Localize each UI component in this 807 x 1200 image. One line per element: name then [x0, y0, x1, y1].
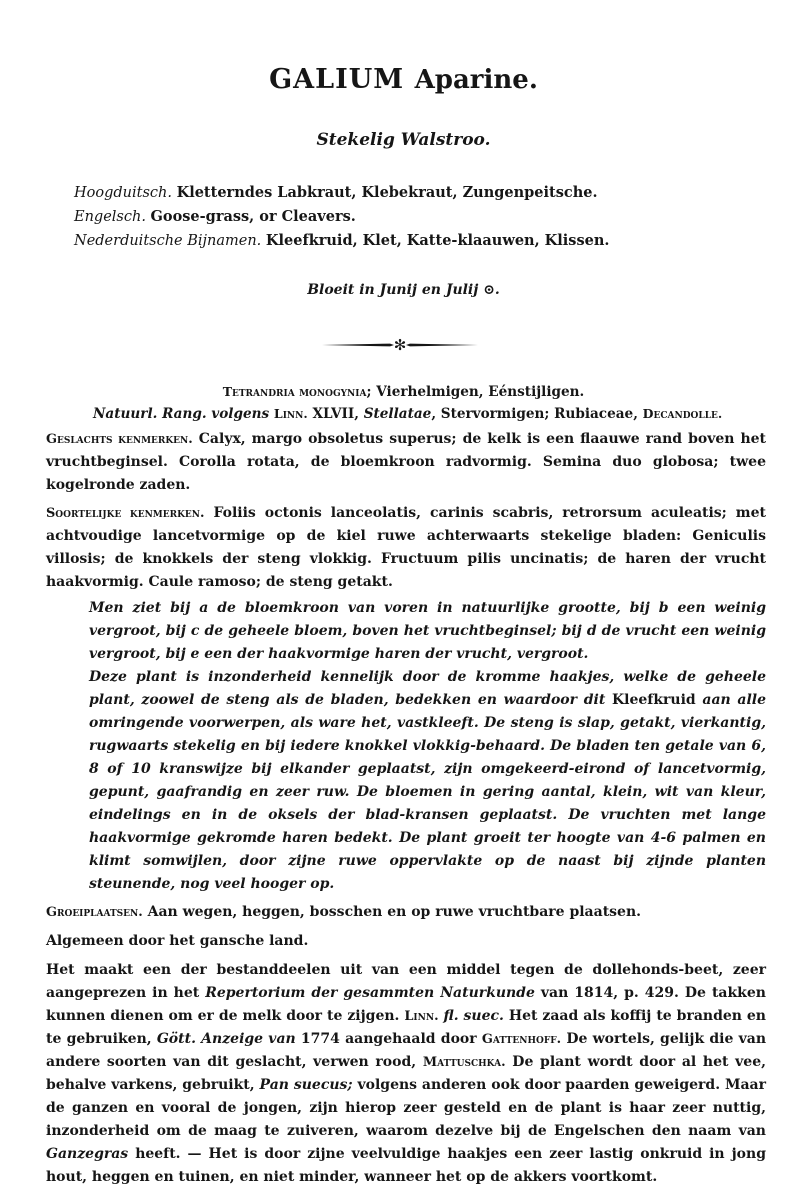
uses-paragraph: Het maakt een der bestanddeelen uit van een middel tegen de dollehonds-beet, zeer aangeprezen in het Repertorium der gesammten Naturkunde van 1814, p. 429. De takken kunnen dienen om er de melk door te zijgen. Linn. fl. suec. Het zaad als koffij te branden en te gebruiken, Gött. Anzeige van 1774 aangehaald door Gattenhoff. De wortels, gelijk die van andere soorten van dit geslacht, verwen rood, Mattuschka. De plant wordt door al het vee, behalve varkens, gebruikt, Pan suecus; volgens anderen ook door paarden geweigerd. Maar de ganzen en vooral de jongen, zijn hierop zeer gesteld en de plant is haar zeer nuttig, inzonderheid om de maag te zuiveren, waarom dezelve bij de Engelschen den naam van Ganzegras heeft. — Het is door zijne veelvuldige haakjes een zeer lastig onkruid in jong hout, heggen en tuinen, en niet minder, wanneer het op de akkers voortkomt. — [46, 962, 767, 1185]
system-line: Tetrandria monogynia; Vierhelmigen, Eénstijligen. — [222, 384, 585, 400]
natural-rank-line: Natuurl. Rang. volgens Linn. XLVII, Stellatae, Stervormigen; Rubiaceae, Decandolle. — [93, 406, 723, 422]
name-text: Kleefkruid, Klet, Katte-klaauwen, Klissen. — [265, 232, 610, 249]
name-line-dutch — [74, 232, 609, 249]
plant-description: Deze plant is inzonderheid kennelijk door de kromme haakjes, welke de geheele plant, zoowel de steng als de bladen, bedekken en waardoor dit Kleefkruid aan alle omringende voorwerpen, als ware het, vastkleeft. De steng is slap, getakt, vierkantig, rugwaarts stekelig en bij iedere knokkel vlokkig-behaard. De bladen ten getale van 6, 8 of 10 kranswijze bij elkander geplaatst, zijn omgekeerd-eirond of lancetvormig, gepunt, gaafrandig en zeer ruw. De bloemen in gering aantal, klein, wit van kleur, eindelings en in de oksels der blad-kransen geplaatst. De vruchten met lange haakvormige gekromde haren bedekt. De plant groeit ter hoogte van 4-6 palmen en klimt somwijlen, door zijne ruwe oppervlakte op de naast bij zijnde planten steunende, nog veel hooger op. — [89, 669, 767, 892]
lang-label: Hoogduitsch. — [74, 185, 172, 201]
name-text: Goose-grass, or Cleavers. — [150, 208, 356, 225]
page-title — [0, 64, 807, 95]
main-text — [46, 428, 766, 1189]
name-line-english — [74, 208, 356, 225]
name-line-german — [74, 184, 598, 201]
genus-characters: Geslachts kenmerken. Calyx, margo obsoletus superus; de kelk is een flaauwe rand boven het vruchtbeginsel. Corolla rotata, de bloemkroon radvormig. Semina duo globosa; twee kogelronde zaden. — [46, 431, 766, 493]
title-species: Aparine. — [414, 65, 538, 95]
lang-label: Nederduitsche Bijnamen. — [74, 233, 262, 249]
distribution: Algemeen door het gansche land. — [46, 933, 309, 949]
title-genus: GALIUM — [269, 64, 405, 95]
figure-explanation: Men ziet bij a de bloemkroon van voren in natuurlijke grootte, bij b een weinig vergroot, bij c de geheele bloem, boven het vruchtbeginsel; bij d de vrucht een weinig vergroot, bij e een der haakvormige haren der vrucht, vergroot. — [89, 600, 766, 662]
lang-label: Engelsch. — [74, 209, 146, 225]
habitat: Groeiplaatsen. Aan wegen, heggen, bosschen en op ruwe vruchtbare plaatsen. — [46, 904, 642, 920]
name-text: Kletterndes Labkraut, Klebekraut, Zungenpeitsche. — [176, 184, 598, 201]
svg-text:✻: ✻ — [393, 336, 407, 354]
species-characters: Soortelijke kenmerken. Foliis octonis lanceolatis, carinis scabris, retrorsum aculeatis; met achtvoudige lancetvormige op de kiel ruwe achterwaarts stekelige bladen: Geniculis villosis; de knokkels der steng vlokkig. Fructuum pilis uncinatis; de haren der vrucht haakvormig. Caule ramoso; de steng getakt. — [46, 505, 766, 590]
page-subtitle: Stekelig Walstroo. — [316, 130, 491, 150]
ornament-divider-icon — [320, 336, 480, 354]
flowering-note: Bloeit in Junij en Julij ⊙. — [307, 282, 500, 298]
